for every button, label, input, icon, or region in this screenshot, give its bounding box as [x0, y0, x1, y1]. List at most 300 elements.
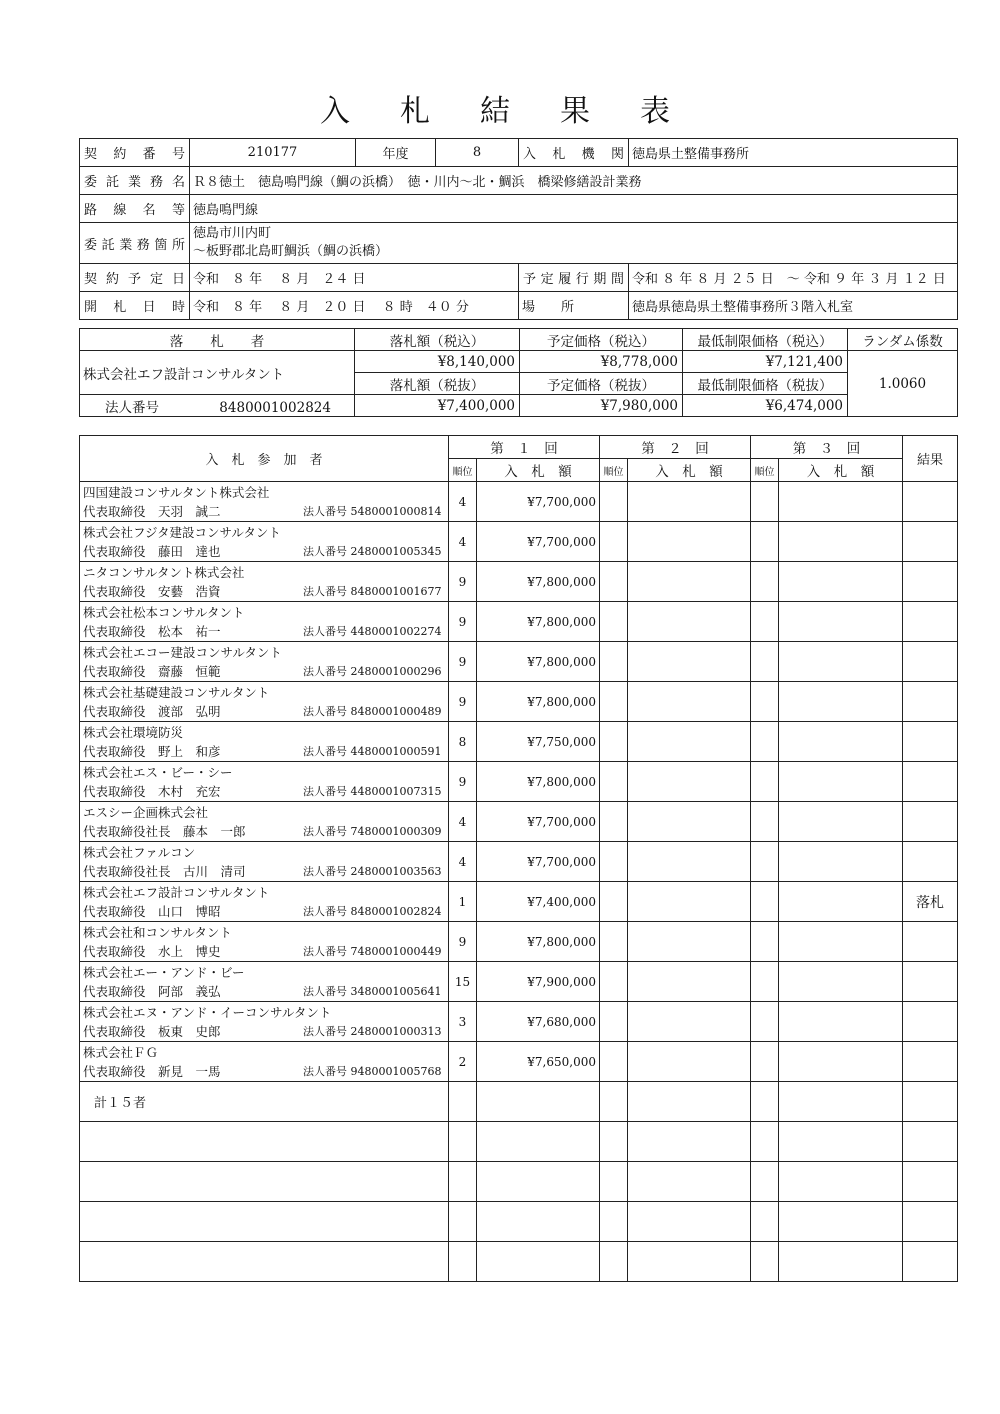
bidder-corp-no — [303, 502, 441, 521]
empty-cell — [449, 1202, 477, 1242]
empty-cell — [628, 1202, 751, 1242]
round3-rank — [751, 602, 779, 642]
bidder-company: 株式会社松本コンサルタント — [83, 604, 245, 620]
empty-cell — [903, 1202, 958, 1242]
bidder-representative: 代表取締役 松本 祐一 — [83, 623, 221, 639]
bidder-company: 株式会社エヌ・アンド・イーコンサルタント — [83, 1004, 332, 1020]
empty-cell — [779, 1122, 903, 1162]
round3-rank — [751, 762, 779, 802]
bid-result — [903, 722, 958, 762]
round2-rank — [600, 602, 628, 642]
round2-amount — [628, 1042, 751, 1082]
empty-cell — [449, 1082, 477, 1122]
round1-amount: ¥7,800,000 — [477, 602, 600, 642]
round2-amount-header: 入 札 額 — [628, 459, 751, 482]
round2-rank — [600, 842, 628, 882]
bidder-corp-no — [303, 582, 441, 601]
bidder-rep-line — [83, 622, 445, 641]
work-name-label: 委託業務名 — [80, 167, 190, 195]
location-label: 委託業務箇所 — [80, 223, 190, 264]
min-excl-label: 最低制限価格（税抜） — [683, 373, 848, 395]
bidder-company: 株式会社エフ設計コンサルタント — [83, 884, 270, 900]
round3-rank — [751, 522, 779, 562]
contract-no-label: 契約番号 — [80, 139, 190, 167]
bid-result — [903, 842, 958, 882]
bidder-representative: 代表取締役 齋藤 恒範 — [83, 663, 221, 679]
opening-value — [190, 292, 519, 320]
round1-amount: ¥7,700,000 — [477, 842, 600, 882]
round3-amount — [779, 602, 903, 642]
bidder-rep-line — [83, 1062, 445, 1081]
empty-cell — [779, 1082, 903, 1122]
bidder-company: 株式会社基礎建設コンサルタント — [83, 684, 270, 700]
bid-result — [903, 962, 958, 1002]
bidder-cell — [80, 882, 449, 922]
bidder-corp-no-value: 4480001002274 — [350, 624, 442, 638]
bid-result — [903, 562, 958, 602]
empty-cell — [477, 1122, 600, 1162]
empty-cell — [600, 1242, 628, 1282]
round1-amount: ¥7,900,000 — [477, 962, 600, 1002]
bidder-representative: 代表取締役 野上 和彦 — [83, 743, 221, 759]
bidder-cell — [80, 802, 449, 842]
location-line1: 徳島市川内町 — [193, 226, 272, 241]
round2-amount — [628, 762, 751, 802]
round2-rank — [600, 522, 628, 562]
empty-cell — [600, 1162, 628, 1202]
bidder-corp-no-label: 法人番号 — [303, 864, 347, 878]
round2-rank — [600, 962, 628, 1002]
round3-rank — [751, 922, 779, 962]
location-value — [190, 223, 958, 264]
round2-rank — [600, 922, 628, 962]
bidder-corp-no-value: 5480001000814 — [350, 504, 442, 518]
contract-no-value: 210177 — [190, 139, 356, 167]
empty-cell — [751, 1242, 779, 1282]
empty-cell — [600, 1202, 628, 1242]
bidder-corp-no-value: 8480001000489 — [350, 704, 442, 718]
opening-datetime: 令和 ８ 年 ８ 月 ２０ 日 ８ 時 ４０ 分 — [193, 300, 469, 315]
empty-row — [80, 1202, 958, 1242]
bidder-representative: 代表取締役 藤田 達也 — [83, 543, 221, 559]
bidder-cell — [80, 1042, 449, 1082]
random-label: ランダム係数 — [848, 329, 958, 351]
est-incl-label: 予定価格（税込） — [520, 329, 683, 351]
page-title: 入 札 結 果 表 — [320, 94, 680, 129]
round1-amount: ¥7,800,000 — [477, 682, 600, 722]
empty-cell — [449, 1122, 477, 1162]
round1-amount: ¥7,680,000 — [477, 1002, 600, 1042]
bidder-rep-line — [83, 822, 445, 841]
round3-rank — [751, 482, 779, 522]
round3-rank — [751, 842, 779, 882]
round1-rank: 9 — [449, 762, 477, 802]
round1-rank: 9 — [449, 642, 477, 682]
est-incl-value: ¥8,778,000 — [520, 351, 683, 373]
round1-amount: ¥7,400,000 — [477, 882, 600, 922]
bidder-company: 株式会社フジタ建設コンサルタント — [83, 524, 281, 540]
round3-rank — [751, 1002, 779, 1042]
empty-cell — [80, 1122, 449, 1162]
empty-cell — [779, 1162, 903, 1202]
round1-amount: ¥7,650,000 — [477, 1042, 600, 1082]
bidder-corp-no-value: 7480001000449 — [350, 944, 442, 958]
bid-result — [903, 522, 958, 562]
bidder-corp-no-label: 法人番号 — [303, 544, 347, 558]
bidder-corp-no — [303, 542, 441, 561]
bidder-corp-no — [303, 782, 441, 801]
round3-rank — [751, 682, 779, 722]
round1-amount: ¥7,800,000 — [477, 922, 600, 962]
bid-excl-value: ¥7,400,000 — [355, 395, 520, 417]
bidder-corp-no — [303, 902, 441, 921]
bidder-cell — [80, 642, 449, 682]
total-count: 計１５者 — [80, 1082, 449, 1122]
bidder-representative: 代表取締役社長 藤本 一郎 — [83, 823, 246, 839]
round1-amount: ¥7,800,000 — [477, 762, 600, 802]
round2-rank — [600, 882, 628, 922]
empty-cell — [751, 1202, 779, 1242]
round2-amount — [628, 1002, 751, 1042]
bid-row — [80, 722, 958, 762]
bid-result — [903, 1002, 958, 1042]
empty-cell — [477, 1082, 600, 1122]
round2-rank — [600, 722, 628, 762]
bid-result — [903, 762, 958, 802]
bid-row — [80, 682, 958, 722]
bidder-cell — [80, 682, 449, 722]
empty-cell — [779, 1242, 903, 1282]
bidder-corp-no — [303, 702, 441, 721]
min-excl-value: ¥6,474,000 — [683, 395, 848, 417]
round3-amount — [779, 642, 903, 682]
min-incl-label: 最低制限価格（税込） — [683, 329, 848, 351]
place-value: 徳島県徳島県土整備事務所３階入札室 — [629, 292, 958, 320]
bid-row — [80, 1042, 958, 1082]
bidder-cell — [80, 522, 449, 562]
bids-table — [79, 435, 958, 1282]
bidder-cell — [80, 482, 449, 522]
corp-no-value: 8480001002824 — [219, 399, 331, 416]
empty-cell — [903, 1122, 958, 1162]
bidder-corp-no — [303, 662, 441, 681]
bidder-cell — [80, 562, 449, 602]
bidder-representative: 代表取締役 渡部 弘明 — [83, 703, 221, 719]
bid-result: 落札 — [903, 882, 958, 922]
bidder-corp-no-label: 法人番号 — [303, 944, 347, 958]
empty-cell — [628, 1162, 751, 1202]
bid-excl-label: 落札額（税抜） — [355, 373, 520, 395]
bid-incl-value: ¥8,140,000 — [355, 351, 520, 373]
empty-cell — [477, 1242, 600, 1282]
round1-rank: 2 — [449, 1042, 477, 1082]
bidder-corp-no — [303, 822, 441, 841]
empty-cell — [628, 1242, 751, 1282]
bidder-company: ニタコンサルタント株式会社 — [83, 564, 245, 580]
bidder-rep-line — [83, 702, 445, 721]
round3-rank-header: 順位 — [751, 459, 779, 482]
empty-cell — [477, 1202, 600, 1242]
bidder-corp-no-value: 9480001005768 — [350, 1064, 442, 1078]
empty-cell — [600, 1122, 628, 1162]
bid-row — [80, 642, 958, 682]
round1-rank: 15 — [449, 962, 477, 1002]
bidder-rep-line — [83, 542, 445, 561]
est-excl-value: ¥7,980,000 — [520, 395, 683, 417]
location-line2: ～板野郡北島町鯛浜（鯛の浜橋） — [193, 244, 389, 259]
bid-row — [80, 562, 958, 602]
round3-amount — [779, 842, 903, 882]
round3-rank — [751, 962, 779, 1002]
opening-label: 開札日時 — [80, 292, 190, 320]
bidder-company: 株式会社ファルコン — [83, 844, 196, 860]
empty-cell — [751, 1122, 779, 1162]
round1-amount: ¥7,750,000 — [477, 722, 600, 762]
round1-rank: 9 — [449, 602, 477, 642]
bidder-rep-line — [83, 982, 445, 1001]
bidder-rep-line — [83, 1022, 445, 1041]
bidder-rep-line — [83, 942, 445, 961]
bidder-rep-line — [83, 742, 445, 761]
bidder-corp-no-label: 法人番号 — [303, 624, 347, 638]
bidder-representative: 代表取締役 新見 一馬 — [83, 1063, 221, 1079]
participants-header: 入 札 参 加 者 — [80, 436, 449, 482]
bidder-cell — [80, 722, 449, 762]
bid-result — [903, 602, 958, 642]
route-value: 徳島鳴門線 — [190, 195, 958, 223]
bidder-corp-no-value: 2480001000313 — [350, 1024, 442, 1038]
bidder-corp-no-label: 法人番号 — [303, 704, 347, 718]
round2-rank — [600, 762, 628, 802]
random-value: 1.0060 — [848, 351, 958, 417]
round3-rank — [751, 1042, 779, 1082]
bidder-company: 株式会社環境防災 — [83, 724, 184, 740]
bidder-cell — [80, 602, 449, 642]
round2-amount — [628, 962, 751, 1002]
empty-cell — [477, 1162, 600, 1202]
bid-row — [80, 1002, 958, 1042]
contract-info-table — [79, 138, 958, 320]
round3-rank — [751, 882, 779, 922]
round3-amount — [779, 1042, 903, 1082]
bidder-rep-line — [83, 662, 445, 681]
bidder-representative: 代表取締役 天羽 誠二 — [83, 503, 221, 519]
round1-rank: 4 — [449, 842, 477, 882]
round1-rank: 9 — [449, 922, 477, 962]
bidder-representative: 代表取締役 板東 史郎 — [83, 1023, 221, 1039]
bidder-corp-no — [303, 862, 441, 881]
bidder-cell — [80, 922, 449, 962]
bidder-corp-no — [303, 622, 441, 641]
bidder-cell — [80, 842, 449, 882]
bidder-company: 株式会社エー・アンド・ビー — [83, 964, 245, 980]
route-label: 路線名等 — [80, 195, 190, 223]
bidder-corp-no-value: 7480001000309 — [350, 824, 442, 838]
bid-result — [903, 1042, 958, 1082]
total-row — [80, 1082, 958, 1122]
round1-rank: 4 — [449, 482, 477, 522]
round1-rank: 8 — [449, 722, 477, 762]
round1-amount: ¥7,800,000 — [477, 642, 600, 682]
round2-rank — [600, 642, 628, 682]
round3-amount — [779, 682, 903, 722]
round2-amount — [628, 482, 751, 522]
empty-row — [80, 1242, 958, 1282]
round1-amount: ¥7,700,000 — [477, 522, 600, 562]
bidder-corp-no-label: 法人番号 — [303, 744, 347, 758]
bidder-representative: 代表取締役 山口 博昭 — [83, 903, 221, 919]
round2-rank — [600, 682, 628, 722]
round2-amount — [628, 922, 751, 962]
bidder-company: エスシー企画株式会社 — [83, 804, 209, 820]
bidder-corp-no-value: 2480001005345 — [350, 544, 442, 558]
bidder-corp-no-value: 4480001007315 — [350, 784, 442, 798]
bidder-representative: 代表取締役 木村 充宏 — [83, 783, 221, 799]
empty-cell — [779, 1202, 903, 1242]
round1-rank: 9 — [449, 682, 477, 722]
round2-rank — [600, 562, 628, 602]
empty-cell — [80, 1202, 449, 1242]
period-value: 令和 ８ 年 ８ 月 ２５ 日 ～ 令和 ９ 年 ３ 月 １２ 日 — [629, 264, 958, 292]
empty-cell — [80, 1242, 449, 1282]
bidder-representative: 代表取締役 安藝 浩資 — [83, 583, 221, 599]
empty-cell — [751, 1162, 779, 1202]
round3-amount — [779, 1002, 903, 1042]
bid-row — [80, 762, 958, 802]
bid-incl-label: 落札額（税込） — [355, 329, 520, 351]
empty-cell — [600, 1082, 628, 1122]
bidder-corp-no-value: 2480001000296 — [350, 664, 442, 678]
empty-row — [80, 1162, 958, 1202]
bidder-corp-no-value: 3480001005641 — [350, 984, 442, 998]
bidder-company: 四国建設コンサルタント株式会社 — [83, 484, 270, 500]
bidder-company: 株式会社エス・ビー・シー — [83, 764, 233, 780]
winner-label: 落 札 者 — [80, 329, 355, 351]
bidder-corp-no-label: 法人番号 — [303, 784, 347, 798]
round2-amount — [628, 642, 751, 682]
bidder-rep-line — [83, 582, 445, 601]
round2-amount — [628, 602, 751, 642]
round3-rank — [751, 722, 779, 762]
bidder-corp-no-value: 8480001002824 — [350, 904, 442, 918]
round3-amount — [779, 962, 903, 1002]
bid-row — [80, 842, 958, 882]
bidder-corp-no-label: 法人番号 — [303, 904, 347, 918]
round2-amount — [628, 882, 751, 922]
bidder-cell — [80, 762, 449, 802]
round1-amount: ¥7,800,000 — [477, 562, 600, 602]
round2-amount — [628, 802, 751, 842]
bid-result — [903, 482, 958, 522]
bidder-corp-no-label: 法人番号 — [303, 664, 347, 678]
round2-amount — [628, 562, 751, 602]
round3-amount — [779, 762, 903, 802]
bidder-rep-line — [83, 782, 445, 801]
round3-rank — [751, 562, 779, 602]
contract-date-value: 令和 ８ 年 ８ 月 ２４ 日 — [190, 264, 519, 292]
bid-row — [80, 482, 958, 522]
bidder-corp-no — [303, 1062, 441, 1081]
round3-rank — [751, 802, 779, 842]
round2-rank — [600, 482, 628, 522]
round2-amount — [628, 842, 751, 882]
round1-rank: 3 — [449, 1002, 477, 1042]
round2-header: 第 ２ 回 — [600, 436, 751, 459]
bidder-corp-no-value: 2480001003563 — [350, 864, 442, 878]
round2-amount — [628, 682, 751, 722]
bidder-rep-line — [83, 902, 445, 921]
winner-corp-no — [80, 395, 355, 417]
bidder-corp-no — [303, 742, 441, 761]
round2-amount — [628, 522, 751, 562]
bidder-cell — [80, 1002, 449, 1042]
bidder-corp-no-label: 法人番号 — [303, 504, 347, 518]
round2-rank — [600, 1002, 628, 1042]
round1-rank: 4 — [449, 522, 477, 562]
bidder-rep-line — [83, 862, 445, 881]
empty-cell — [903, 1082, 958, 1122]
min-incl-value: ¥7,121,400 — [683, 351, 848, 373]
empty-row — [80, 1122, 958, 1162]
round3-amount — [779, 882, 903, 922]
round2-rank-header: 順位 — [600, 459, 628, 482]
bidder-corp-no-value: 8480001001677 — [350, 584, 442, 598]
round3-amount — [779, 562, 903, 602]
bidder-corp-no-label: 法人番号 — [303, 1064, 347, 1078]
empty-cell — [903, 1242, 958, 1282]
round3-amount — [779, 482, 903, 522]
bidder-rep-line — [83, 502, 445, 521]
round1-amount: ¥7,700,000 — [477, 482, 600, 522]
round3-amount — [779, 802, 903, 842]
round1-amount-header: 入 札 額 — [477, 459, 600, 482]
agency-label: 入札機関 — [519, 139, 629, 167]
bid-row — [80, 602, 958, 642]
bid-result — [903, 682, 958, 722]
bidder-representative: 代表取締役社長 古川 清司 — [83, 863, 246, 879]
period-label: 予定履行期間 — [519, 264, 629, 292]
bidder-corp-no — [303, 942, 441, 961]
bidder-corp-no — [303, 982, 441, 1001]
round2-rank — [600, 802, 628, 842]
round3-amount-header: 入 札 額 — [779, 459, 903, 482]
bidder-corp-no-value: 4480001000591 — [350, 744, 442, 758]
round2-rank — [600, 1042, 628, 1082]
empty-cell — [628, 1082, 751, 1122]
bid-row — [80, 882, 958, 922]
bid-row — [80, 962, 958, 1002]
round3-amount — [779, 522, 903, 562]
empty-cell — [903, 1162, 958, 1202]
winner-name: 株式会社エフ設計コンサルタント — [80, 351, 355, 395]
round1-rank-header: 順位 — [449, 459, 477, 482]
award-table — [79, 328, 958, 417]
year-label: 年度 — [356, 139, 436, 167]
bid-result — [903, 642, 958, 682]
bidder-representative: 代表取締役 水上 博史 — [83, 943, 221, 959]
year-value: 8 — [436, 139, 519, 167]
bid-row — [80, 922, 958, 962]
bid-row — [80, 802, 958, 842]
bidder-corp-no — [303, 1022, 441, 1041]
round1-rank: 9 — [449, 562, 477, 602]
contract-date-label: 契約予定日 — [80, 264, 190, 292]
bidder-company: 株式会社エコー建設コンサルタント — [83, 644, 282, 660]
bid-result — [903, 922, 958, 962]
round3-rank — [751, 642, 779, 682]
empty-cell — [628, 1122, 751, 1162]
round3-amount — [779, 722, 903, 762]
